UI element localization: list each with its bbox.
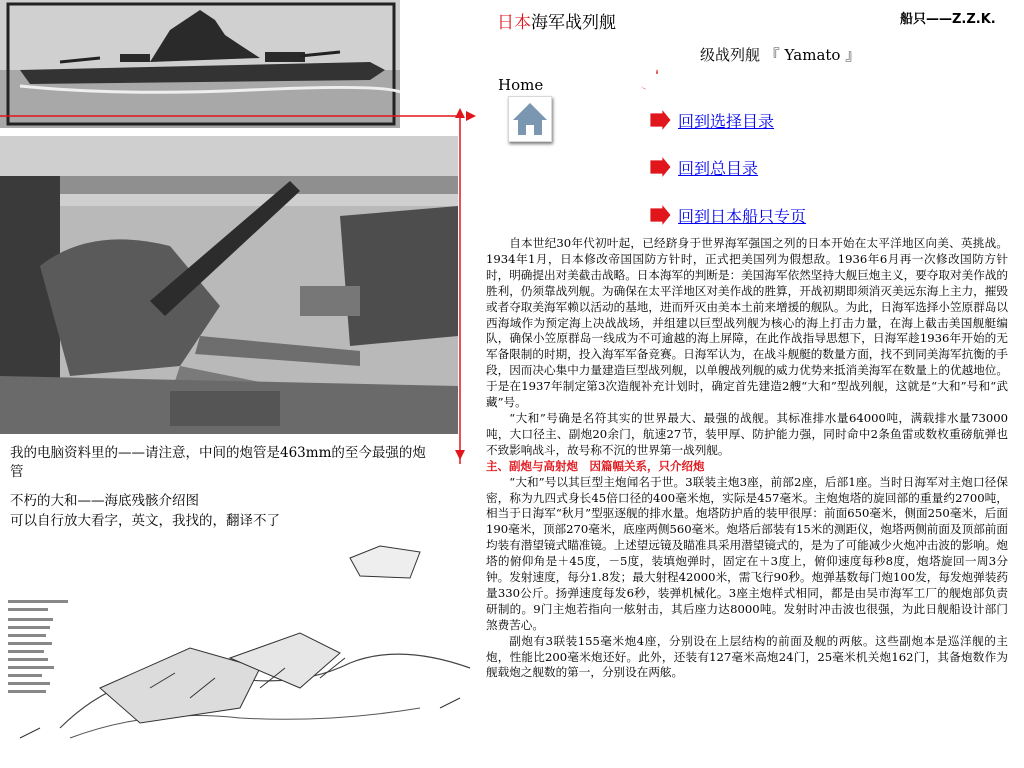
home-icon: [509, 97, 551, 141]
nav-link-label[interactable]: 回到选择目录: [678, 111, 775, 131]
ship-credit: 船只——Z.Z.K.: [900, 12, 996, 27]
article-paragraph: 自本世纪30年代初叶起，已经跻身于世界海军强国之列的日本开始在太平洋地区向美、英挑战。1934年1月，日本修改帝国国防方针时，正式把美国列为假想敌。1936年6月再一次修改国防方针时，明确提出对美截击战略。日本海军的判断是：美国海军依然坚持大舰巨炮主义，要夺取对美作战的胜利，仍须靠战列舰。为确保在太平洋地区对美作战的胜算，开战初期即须消灭美远东海上主力，摧毁或者夺取美海军赖以活动的基地，进而歼灭由美本土前来增援的舰队。为此，日海军选择小笠原群岛以西海域作为预定海上决战战场，并组建以巨型战列舰为核心的海上打击力量，在海上截击美国舰艇编队，确保小笠原群岛一线成为不可逾越的海上屏障，在此作战指导思想下，日海军趁1936年开始的无军备限制的时期，投入海军军备竞赛。日海军认为，在战斗舰艇的数量方面，找不到同美海军抗衡的手段，因而决心集中力量建造巨型战列舰，以单艘战列舰的威力优势来抵消美海军在数量上的优越地位。于是在1937年制定第3次造舰补充计划时，确定首先建造2艘“大和”型战列舰，这就是“大和”号和“武藏”号。: [486, 236, 1008, 410]
nav-link-japan-ships[interactable]: [648, 203, 806, 227]
article-paragraph: 副炮有3联装155毫米炮4座，分别设在上层结构的前面及舰的两舷。这些副炮本是巡洋舰的主炮，性能比200毫米炮还好。此外，还装有127毫米高炮24门，25毫米机关炮162门，其备炮数作为舰载炮之舰数的第一，分别设在两舷。: [486, 633, 1008, 680]
nav-link-label[interactable]: 回到日本船只专页: [678, 206, 807, 226]
section-heading: 主、副炮与高射炮 因篇幅关系，只介绍炮: [486, 458, 705, 473]
home-label: Home: [498, 76, 544, 94]
page-title: [497, 8, 616, 33]
nav-link-selection-menu[interactable]: [648, 108, 774, 132]
wreck-caption-note: 可以自行放大看字，英文，我找的，翻译不了: [10, 513, 280, 529]
title-rest: 海军战列舰: [531, 13, 616, 33]
article-paragraph: “大和”号确是名符其实的世界最大、最强的战舰。其标准排水量64000吨，满载排水量73000吨，大口径主、副炮20余门，航速27节，装甲厚、防护能力强，同时命中2条鱼雷或数枚重磅航弹也不致影响战斗，故号称不沉的世界第一战列舰。: [486, 410, 1008, 457]
nav-link-main-menu[interactable]: [648, 155, 758, 179]
arrow-right-icon: [648, 203, 672, 227]
home-button[interactable]: [508, 96, 552, 142]
class-subtitle: 级战列舰 『 Yamato 』: [700, 46, 861, 64]
yamato-logo: [598, 50, 698, 98]
article-body: [486, 236, 1008, 681]
article-paragraph: “大和”号以其巨型主炮闻名于世。3联装主炮3座，前部2座，后部1座。当时日海军对主炮口径保密，称为九四式身长45倍口径的400毫米炮，实际是457毫米。主炮炮塔的旋回部的重量约2700吨，相当于日海军“秋月”型驱逐舰的排水量。炮塔防护盾的装甲很厚：前面650毫米，侧面250毫米，后面190毫米，顶部270毫米，底座两侧560毫米。炮塔后部装有15米的测距仪，炮塔两侧前面及顶部前面均装有潜望镜式瞄准镜。上述望远镜及瞄准具采用潜望镜式的，是为了可能减少火炮冲击波的影响。炮塔的俯仰角是＋45度，－5度，装填炮弹时，固定在＋3度上，俯仰速度每秒8度，炮塔旋回一周3分钟。发射速度，每分1.8发；最大射程42000米，需飞行90秒。炮弹基数每门炮100发，每发炮弹装药量330公斤。扬弹速度每发6秒，装弹机械化。3座主炮样式相同，都是由吴市海军工厂的舰炮部负责研制的。9门主炮若指向一舷射击，其后座力达8000吨。发射时冲击波也很强，为此日舰船设计部门煞费苦心。: [486, 474, 1008, 632]
wreck-diagram-image[interactable]: [0, 538, 478, 768]
arrow-right-icon: [648, 108, 672, 132]
title-prefix: 日本: [497, 13, 531, 33]
gun-dimension-markers: [0, 104, 480, 464]
wreck-caption-title: 不朽的大和——海底残骸介绍图: [10, 493, 199, 509]
yamato-logo-text: 大和: [610, 52, 687, 98]
nav-link-label[interactable]: 回到总目录: [678, 158, 759, 178]
photo-caption: 我的电脑资料里的——请注意，中间的炮管是463mm的至今最强的炮管: [10, 445, 426, 480]
arrow-right-icon: [648, 155, 672, 179]
